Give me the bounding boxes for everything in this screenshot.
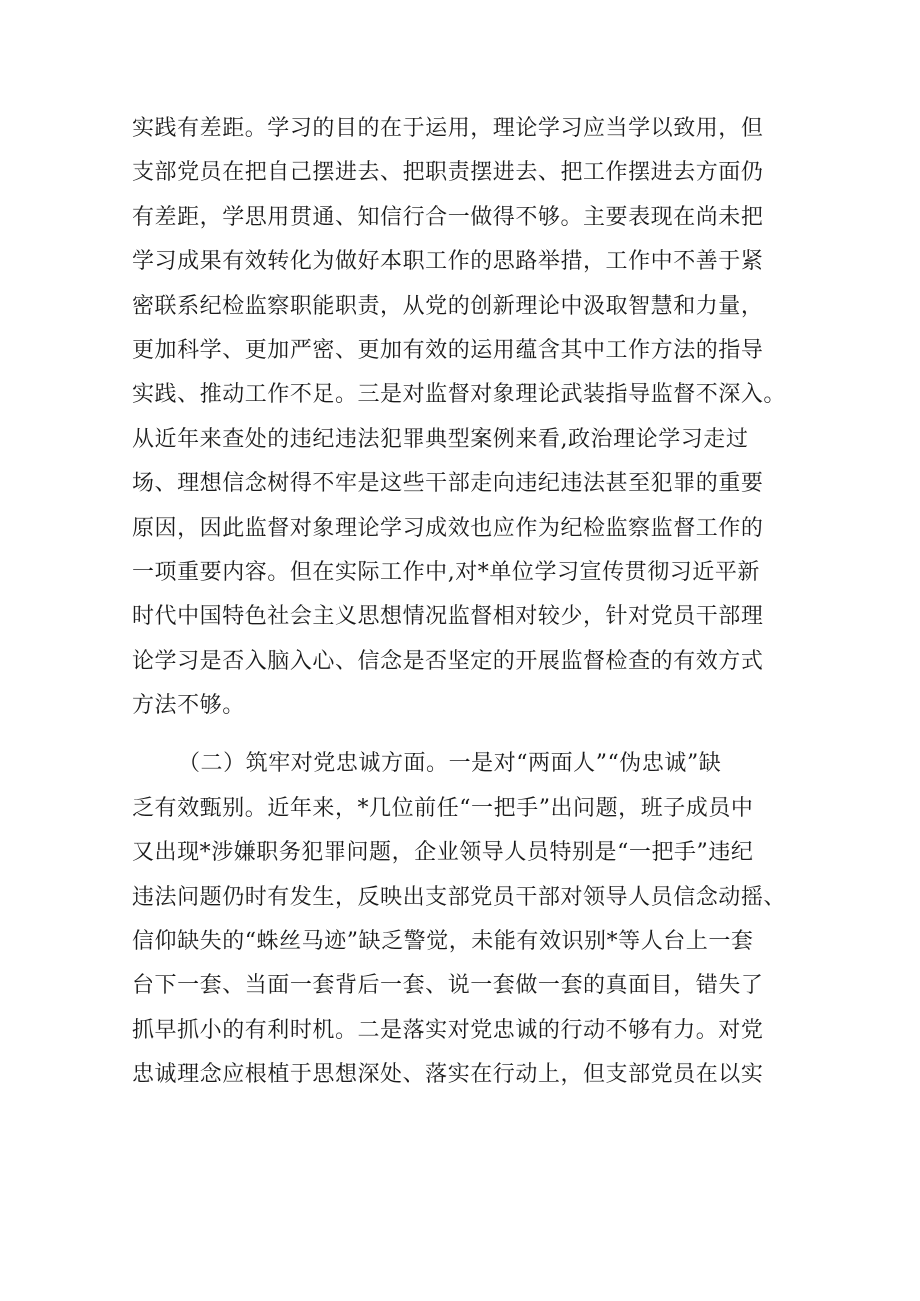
text-line: 方法不够。 — [132, 693, 245, 719]
text-line: 实践、推动工作不足。三是对监督对象理论武装指导监督不深入。 — [132, 382, 786, 408]
text-line: 信仰缺失的“蛛丝马迹”缺乏警觉，未能有效识别*等人台上一套 — [132, 929, 754, 955]
text-line: 台下一套、当面一套背后一套、说一套做一套的真面目，错失了 — [132, 973, 764, 999]
text-line: 更加科学、更加严密、更加有效的运用蕴含其中工作方法的指导 — [132, 337, 764, 363]
text-line: 实践有差距。学习的目的在于运用，理论学习应当学以致用，但 — [132, 116, 764, 141]
text-line: 密联系纪检监察职能职责，从党的创新理论中汲取智慧和力量， — [132, 293, 764, 319]
text-line: 从近年来查处的违纪违法犯罪典型案例来看,政治理论学习走过 — [132, 426, 749, 452]
text-line: 一项重要内容。但在实际工作中,对*单位学习宣传贯彻习近平新 — [132, 559, 760, 585]
document-body — [132, 107, 812, 1098]
text-line: 又出现*涉嫌职务犯罪问题，企业领导人员特别是“一把手”违纪 — [132, 840, 754, 866]
section-heading-line: （二）筑牢对党忠诚方面。一是对“两面人”“伪忠诚”缺 — [178, 751, 722, 777]
text-line: 忠诚理念应根植于思想深处、落实在行动上，但支部党员在以实 — [132, 1062, 764, 1088]
text-line: 原因，因此监督对象理论学习成效也应作为纪检监察监督工作的 — [132, 515, 764, 541]
text-line: 乏有效甄别。近年来，*几位前任“一把手”出问题，班子成员中 — [132, 795, 754, 821]
text-line: 违法问题仍时有发生，反映出支部党员干部对领导人员信念动摇、 — [132, 884, 786, 910]
paragraph-party-loyalty — [132, 742, 812, 1097]
text-line: 论学习是否入脑入心、信念是否坚定的开展监督检查的有效方式 — [132, 648, 764, 674]
text-line: 支部党员在把自己摆进去、把职责摆进去、把工作摆进去方面仍 — [132, 160, 764, 186]
paragraph-spacer — [132, 728, 812, 742]
text-line: 场、理想信念树得不牢是这些干部走向违纪违法甚至犯罪的重要 — [132, 471, 764, 497]
text-line: 学习成果有效转化为做好本职工作的思路举措，工作中不善于紧 — [132, 249, 764, 275]
text-line: 抓早抓小的有利时机。二是落实对党忠诚的行动不够有力。对党 — [132, 1017, 764, 1043]
paragraph-theory-study — [132, 107, 812, 728]
text-line: 时代中国特色社会主义思想情况监督相对较少，针对党员干部理 — [132, 604, 764, 630]
text-line: 有差距，学思用贯通、知信行合一做得不够。主要表现在尚未把 — [132, 204, 764, 230]
